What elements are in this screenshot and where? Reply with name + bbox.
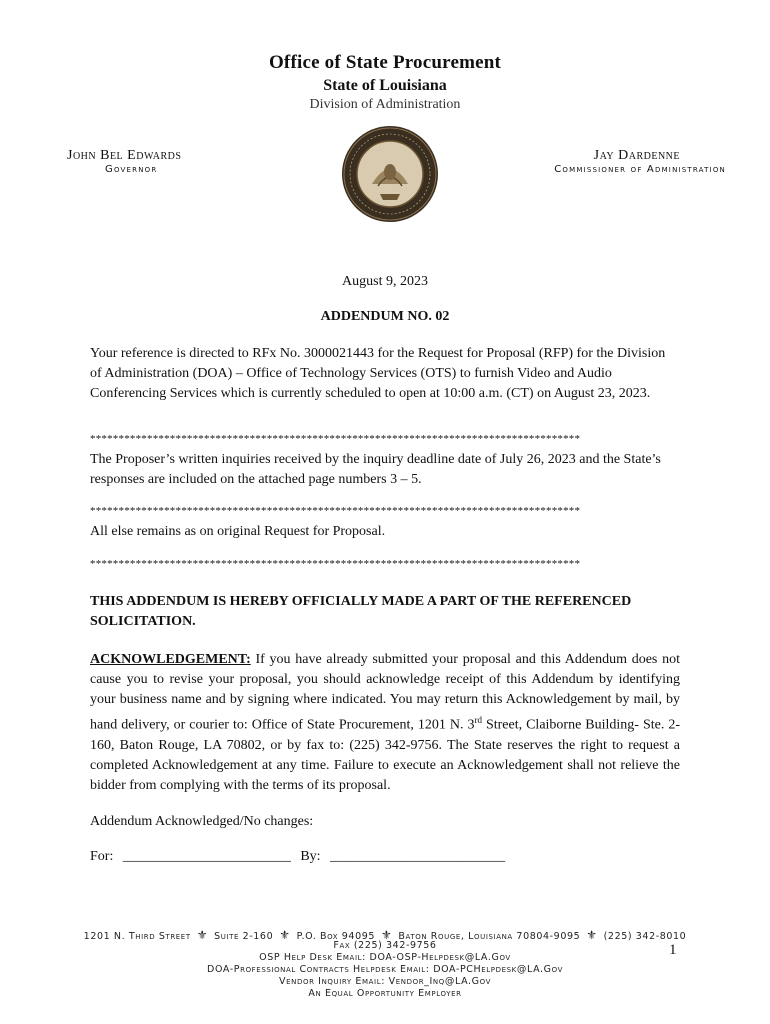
footer-phone: (225) 342-8010 — [603, 931, 687, 942]
separator: ************************************************************************************** — [90, 433, 581, 445]
paragraph-acknowledgement — [90, 650, 680, 796]
fleur-de-lis-icon: ⚜ — [381, 928, 393, 942]
footer-vendor-email: Vendor Inquiry Email: Vendor_Inq@LA.Gov — [279, 976, 491, 987]
page-number: 1 — [669, 942, 677, 958]
division-title: Division of Administration — [309, 97, 461, 112]
footer-osp-helpdesk: OSP Help Desk Email: DOA-OSP-Helpdesk@LA.Gov — [259, 952, 511, 963]
fleur-de-lis-icon: ⚜ — [279, 928, 291, 942]
acknowledged-line: Addendum Acknowledged/No changes: — [90, 814, 314, 829]
by-field[interactable]: _________________________ — [330, 849, 506, 864]
fleur-de-lis-icon: ⚜ — [586, 928, 598, 942]
acknowledgement-text-a: If you have already submitted your proposal and this Addendum does not cause you to revise your proposal, you should acknowledge receipt of this Addendum by identifying your business name and by signing where indicated. You may return this Acknowledgement by mail, by hand delivery, or courier to: Office of State Procurement, 1201 N. 3 — [90, 652, 680, 733]
by-label: By: — [300, 849, 321, 864]
addendum-number: ADDENDUM NO. 02 — [320, 309, 450, 324]
paragraph-remains: All else remains as on original Request for Proposal. — [90, 524, 386, 539]
footer-street: 1201 N. Third Street — [83, 931, 191, 942]
footer-pobox: P.O. Box 94095 — [296, 931, 376, 942]
for-field[interactable]: ________________________ — [122, 849, 291, 864]
footer-fax: Fax (225) 342-9756 — [333, 940, 437, 951]
acknowledgement-sup: rd — [474, 715, 482, 725]
paragraph-inquiries: The Proposer’s written inquiries received by the inquiry deadline date of July 26, 2023 and the State’s responses are included on the attached page numbers 3 – 5. — [90, 452, 661, 487]
commissioner-title: Commissioner of Administration — [554, 164, 726, 175]
acknowledgement-text-b: Street, Claiborne Building- Ste. 2-160, Baton Rouge, LA 70802, or by fax to: (225) 342-9756. The State reserves the right to request a completed Acknowledgement at any time. Failure to execute an Acknowledgement shall not relieve the bidder from complying with the terms of its proposal. — [90, 717, 680, 793]
letter-date: August 9, 2023 — [342, 274, 428, 289]
separator: ************************************************************************************** — [90, 505, 581, 517]
commissioner-name: Jay Dardenne — [593, 148, 680, 163]
footer-eeo: An Equal Opportunity Employer — [308, 988, 462, 999]
governor-name: John Bel Edwards — [67, 148, 182, 163]
state-title: State of Louisiana — [323, 77, 447, 94]
acknowledgement-label: ACKNOWLEDGEMENT: — [90, 652, 251, 667]
office-title: Office of State Procurement — [268, 52, 502, 73]
paragraph-reference: Your reference is directed to RFx No. 3000021443 for the Request for Proposal (RFP) for the Division of Administration (DOA) – Office of Technology Services (OTS) to furnish Video and Audio Conferencing Services which is currently scheduled to open at 10:00 a.m. (CT) on August 23, 2023. — [90, 346, 666, 401]
for-label: For: — [90, 849, 114, 864]
governor-title: Governor — [105, 164, 158, 175]
signature-line — [90, 847, 680, 867]
footer-pc-helpdesk: DOA-Professional Contracts Helpdesk Email: DOA-PCHelpdesk@LA.Gov — [207, 964, 563, 975]
state-seal-icon — [340, 124, 440, 224]
fleur-de-lis-icon: ⚜ — [196, 928, 209, 942]
separator: ************************************************************************************** — [90, 558, 581, 570]
footer-suite: Suite 2-160 — [214, 931, 274, 942]
paragraph-official: THIS ADDENDUM IS HEREBY OFFICIALLY MADE A PART OF THE REFERENCED SOLICITATION. — [90, 594, 632, 629]
footer-city: Baton Rouge, Louisiana 70804-9095 — [398, 931, 581, 942]
